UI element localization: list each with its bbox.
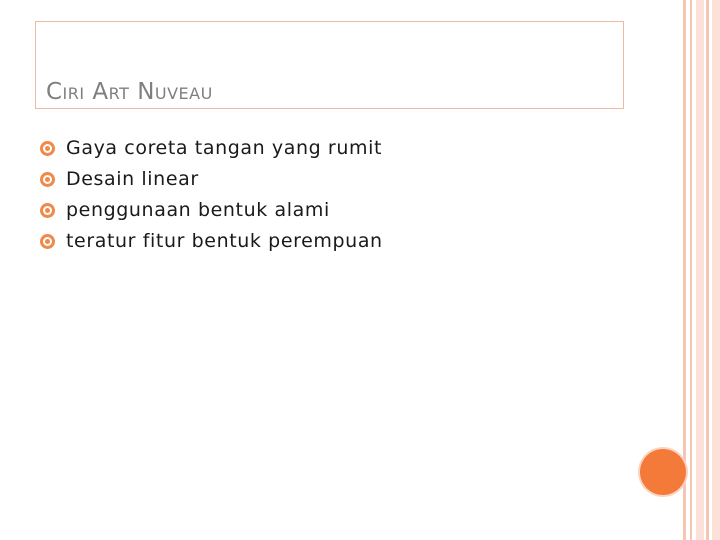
- list-item-text: Desain linear: [66, 168, 199, 190]
- slide-title: Ciri Art Nuveau: [46, 79, 213, 105]
- list-item-text: penggunaan bentuk alami: [66, 199, 330, 221]
- decorative-stripe: [683, 0, 686, 540]
- list-item: [40, 164, 383, 195]
- decorative-stripe: [690, 0, 692, 540]
- bullet-list: [40, 133, 383, 257]
- flower-bullet-icon: [40, 203, 55, 218]
- decorative-stripe: [712, 0, 720, 540]
- title-box: [35, 21, 624, 109]
- list-item-text: Gaya coreta tangan yang rumit: [66, 137, 383, 159]
- flower-bullet-icon: [40, 234, 55, 249]
- decorative-stripe: [696, 0, 704, 540]
- list-item: [40, 195, 383, 226]
- list-item-text: teratur fitur bentuk perempuan: [66, 230, 383, 252]
- list-item: [40, 133, 383, 164]
- list-item: [40, 226, 383, 257]
- flower-bullet-icon: [40, 141, 55, 156]
- flower-bullet-icon: [40, 172, 55, 187]
- decorative-stripe: [706, 0, 709, 540]
- decorative-circle: [640, 449, 686, 495]
